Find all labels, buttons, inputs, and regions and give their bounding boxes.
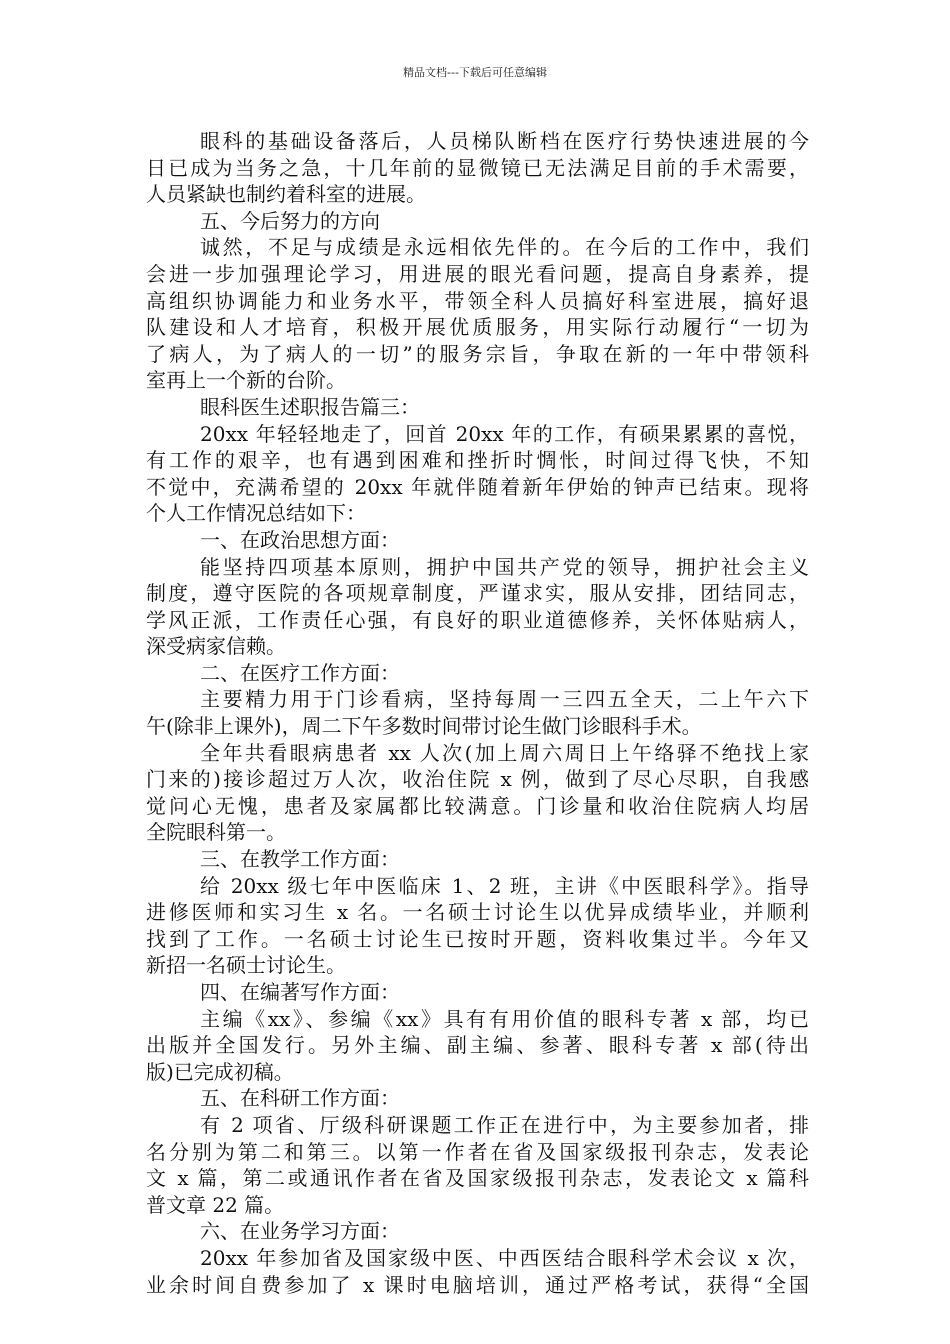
text-line: 人员紧缺也制约着科室的进展。 [146, 182, 426, 207]
text-line: 门来的)接诊超过万人次，收治住院 x 例，做到了尽心尽职，自我感 [146, 767, 809, 792]
page-header: 精品文档---下载后可任意编辑 [403, 66, 547, 79]
text-line: 普文章 22 篇。 [146, 1192, 285, 1217]
text-line: 深受病家信赖。 [146, 634, 286, 659]
text-line: 四、在编著写作方面： [200, 980, 400, 1004]
text-line: 六、在业务学习方面： [200, 1219, 400, 1244]
text-line: 午(除非上课外)，周二下午多数时间带讨论生做门诊眼科手术。 [146, 714, 702, 739]
text-line: 三、在教学工作方面： [200, 847, 400, 872]
text-line: 队建设和人才培育，积极开展优质服务，用实际行动履行“一切为 [146, 315, 809, 340]
text-line: 20xx 年参加省及国家级中医、中西医结合眼科学术会议 x 次， [200, 1245, 809, 1270]
text-line: 个人工作情况总结如下： [146, 501, 366, 526]
document-body [146, 128, 809, 1298]
text-line: 了病人，为了病人的一切”的服务宗旨，争取在新的一年中带领科 [146, 341, 809, 366]
text-line: 一、在政治思想方面： [200, 527, 400, 552]
text-line: 能坚持四项基本原则，拥护中国共产党的领导，拥护社会主义 [200, 554, 809, 579]
text-line: 五、今后努力的方向 [200, 208, 380, 233]
text-line: 业余时间自费参加了 x 课时电脑培训，通过严格考试，获得“全国 [146, 1272, 809, 1297]
text-line: 文 x 篇，第二或通讯作者在省及国家级报刊杂志，发表论文 x 篇科 [146, 1166, 809, 1191]
text-line: 高组织协调能力和业务水平，带领全科人员搞好科室进展，搞好退 [146, 288, 809, 313]
text-line: 20xx 年轻轻地走了，回首 20xx 年的工作，有硕果累累的喜悦， [200, 421, 809, 446]
text-line: 五、在科研工作方面： [200, 1086, 400, 1111]
text-line: 主要精力用于门诊看病，坚持每周一三四五全天，二上午六下 [200, 687, 809, 712]
text-line: 眼科医生述职报告篇三： [200, 394, 420, 419]
text-line: 全年共看眼病患者 xx 人次(加上周六周日上午络驿不绝找上家 [200, 740, 809, 765]
text-line: 制度，遵守医院的各项规章制度，严谨求实，服从安排，团结同志， [146, 581, 809, 606]
text-line: 主编《xx》、参编《xx》具有有用价值的眼科专著 x 部，均已 [200, 1006, 809, 1031]
text-line: 进修医师和实习生 x 名。一名硕士讨论生以优异成绩毕业，并顺利 [146, 900, 809, 925]
text-line: 会进一步加强理论学习，用进展的眼光看问题，提高自身素养，提 [146, 261, 809, 286]
text-line: 全院眼科第一。 [146, 820, 286, 845]
text-line: 版)已完成初稿。 [146, 1059, 294, 1084]
text-line: 不觉中，充满希望的 20xx 年就伴随着新年伊始的钟声已结束。现将 [146, 474, 809, 499]
text-line: 出版并全国发行。另外主编、副主编、参著、眼科专著 x 部(待出 [146, 1033, 809, 1058]
text-line: 日已成为当务之急，十几年前的显微镜已无法满足目前的手术需要， [146, 155, 809, 180]
text-line: 有工作的艰辛，也有遇到困难和挫折时惆怅，时间过得飞快，不知 [146, 448, 809, 473]
text-line: 觉问心无愧，患者及家属都比较满意。门诊量和收治住院病人均居 [146, 793, 809, 818]
text-line: 新招一名硕士讨论生。 [146, 953, 346, 978]
text-line: 诚然，不足与成绩是永远相依先伴的。在今后的工作中，我们 [200, 235, 809, 260]
text-line: 找到了工作。一名硕士讨论生已按时开题，资料收集过半。今年又 [146, 926, 809, 951]
text-line: 室再上一个新的台阶。 [146, 368, 346, 393]
text-line: 二、在医疗工作方面： [200, 660, 400, 685]
text-line: 有 2 项省、厅级科研课题工作正在进行中，为主要参加者，排 [200, 1112, 809, 1137]
text-line: 眼科的基础设备落后，人员梯队断档在医疗行势快速进展的今 [200, 129, 809, 153]
text-line: 名分别为第二和第三。以第一作者在省及国家级报刊杂志，发表论 [146, 1139, 809, 1164]
text-line: 学风正派，工作责任心强，有良好的职业道德修养，关怀体贴病人， [146, 607, 809, 632]
text-line: 给 20xx 级七年中医临床 1、2 班，主讲《中医眼科学》。指导 [200, 873, 809, 898]
